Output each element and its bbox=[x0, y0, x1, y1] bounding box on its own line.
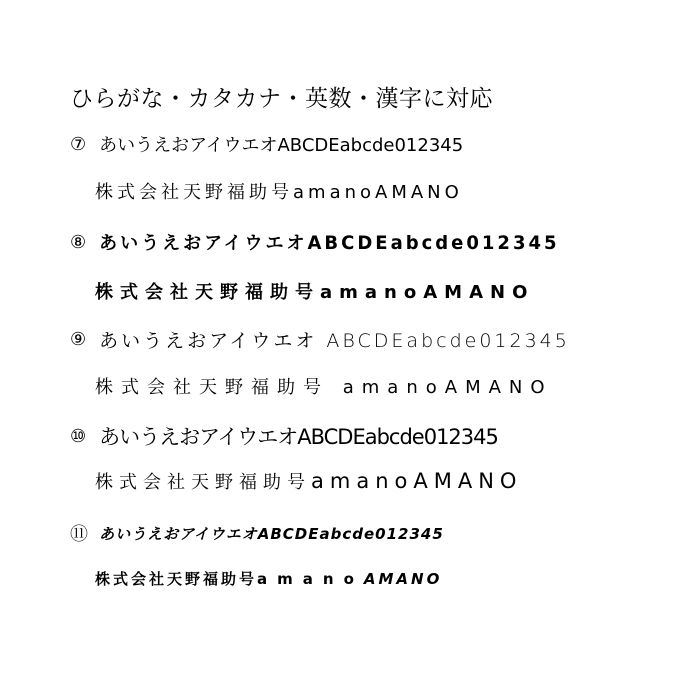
sample-number: ⑪ bbox=[70, 524, 88, 545]
sample-number: ⑦ bbox=[70, 133, 87, 155]
font-sample-9 bbox=[70, 326, 570, 353]
font-sample-11-line2 bbox=[95, 568, 442, 589]
sample-kanji: 株式会社天野福助号 bbox=[95, 282, 320, 303]
font-sample-7-line2 bbox=[95, 178, 463, 204]
sample-latin-lower: amano bbox=[257, 570, 364, 588]
sample-latin-lower: amano bbox=[320, 282, 424, 303]
font-sample-10 bbox=[70, 421, 498, 451]
sample-kanji: 株式会社天野福助号 bbox=[95, 472, 311, 493]
sample-line-kana-alnum: あいうえおアイウエオABCDEabcde012345 bbox=[99, 232, 560, 255]
sample-latin-upper: AMANO bbox=[413, 469, 523, 493]
sample-latin-upper: AMANO bbox=[423, 282, 535, 303]
sample-line-kana-alnum: あいうえおアイウエオABCDEabcde012345 bbox=[99, 135, 464, 156]
sample-latin-upper: AMANO bbox=[375, 182, 463, 203]
sample-line-kana-alnum: あいうえおアイウエオABCDEabcde012345 bbox=[99, 524, 444, 543]
font-sample-7 bbox=[70, 131, 463, 157]
font-sample-8 bbox=[70, 229, 560, 255]
sample-kanji: 株式会社天野福助号 bbox=[95, 377, 329, 398]
font-sample-11 bbox=[70, 520, 444, 546]
sample-kanji: 株式会社天野福助号 bbox=[95, 570, 258, 588]
sample-latin-upper: AMANO bbox=[363, 570, 443, 588]
sample-latin-lower: amano bbox=[342, 377, 445, 398]
sample-latin-upper: AMANO bbox=[444, 377, 553, 398]
sample-latin-lower: amano bbox=[311, 469, 414, 493]
sample-number: ⑧ bbox=[70, 231, 87, 253]
font-sample-8-line2 bbox=[95, 278, 534, 304]
sample-line-kana-alnum: あいうえおアイウエオ ABCDEabcde012345 bbox=[99, 330, 570, 352]
font-sample-9-line2 bbox=[95, 373, 553, 399]
sample-line-kana-alnum: あいうえおアイウエオABCDEabcde012345 bbox=[99, 425, 498, 449]
font-sample-10-line2 bbox=[95, 468, 522, 494]
sample-kanji: 株式会社天野福助号 bbox=[95, 182, 293, 203]
sample-number: ⑨ bbox=[70, 329, 87, 350]
sample-latin-lower: amano bbox=[293, 182, 376, 203]
sample-number: ⑩ bbox=[70, 425, 87, 447]
page-heading: ひらがな・カタカナ・英数・漢字に対応 bbox=[70, 86, 493, 112]
